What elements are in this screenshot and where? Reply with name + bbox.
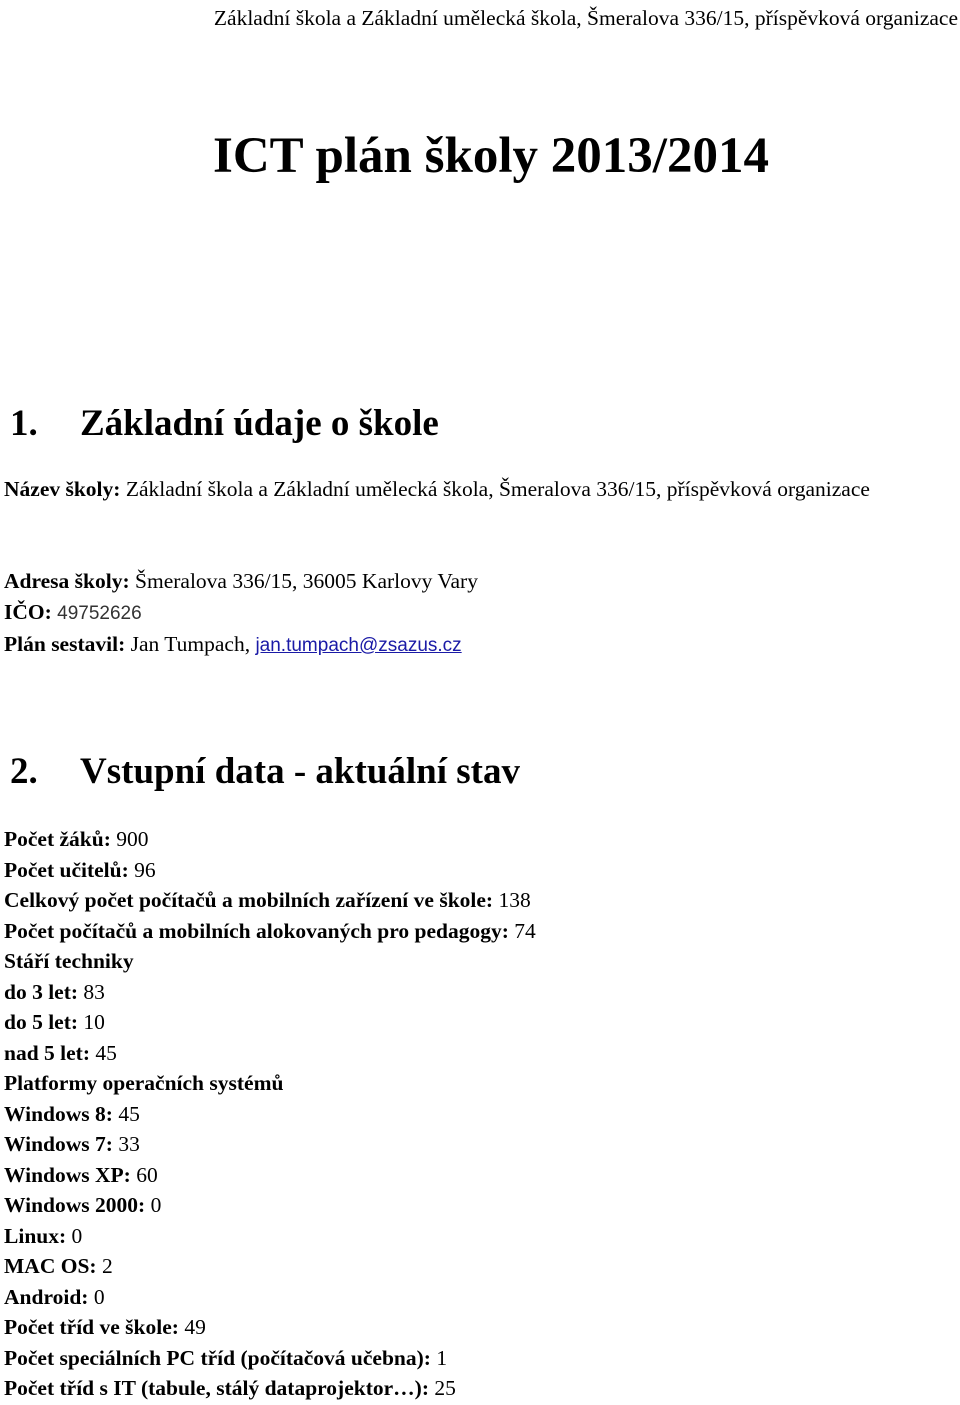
plan-author-row (4, 629, 956, 662)
stat-value: 49 (184, 1315, 206, 1339)
stat-label: Počet žáků: (4, 827, 111, 851)
stat-value: 0 (71, 1223, 83, 1248)
stat-value: 1 (436, 1345, 448, 1370)
stat-value: 83 (83, 979, 105, 1004)
plan-author-label: Plán sestavil: (4, 632, 126, 656)
stat-row (4, 1312, 956, 1343)
stat-label: MAC OS: (4, 1254, 97, 1278)
stat-label: Platformy operačních systémů (4, 1071, 284, 1095)
school-ico-label: IČO: (4, 599, 52, 624)
stat-row (4, 1099, 956, 1130)
stat-label: do 3 let: (4, 979, 79, 1004)
stat-row (4, 885, 956, 916)
header-organization: Základní škola a Základní umělecká škola, Šmeralova 336/15, příspěvková organizace (213, 6, 958, 30)
stat-row (4, 1007, 956, 1038)
school-address-label: Adresa školy: (4, 569, 130, 593)
stat-subheading (4, 1068, 956, 1099)
stat-label: Počet učitelů: (4, 857, 129, 882)
stat-row (4, 1221, 956, 1252)
stat-label: Stáří techniky (4, 949, 134, 973)
stat-value: 900 (116, 827, 149, 851)
plan-author-value: Jan Tumpach, (130, 632, 251, 656)
stat-row (4, 916, 956, 947)
stat-label: Počet speciálních PC tříd (počítačová učebna): (4, 1345, 431, 1370)
stat-value: 96 (134, 857, 156, 882)
stat-row (4, 1160, 956, 1191)
stat-value: 45 (95, 1040, 117, 1065)
school-ico-value: 49752626 (57, 602, 142, 624)
stat-label: Android: (4, 1284, 89, 1309)
section-2-number: 2. (10, 751, 38, 792)
stat-label: Windows 8: (4, 1101, 113, 1126)
stat-row (4, 1251, 956, 1282)
stat-value: 0 (93, 1284, 105, 1309)
school-address-row (4, 566, 956, 597)
stat-value: 45 (118, 1101, 140, 1126)
school-ico-row (4, 597, 956, 630)
stat-row (4, 855, 956, 886)
stat-value: 138 (498, 888, 531, 912)
stat-value: 60 (136, 1162, 158, 1187)
stat-label: nad 5 let: (4, 1040, 90, 1065)
stat-label: Windows 2000: (4, 1193, 146, 1217)
stat-row (4, 1343, 956, 1374)
section-2-title: Vstupní data - aktuální stav (80, 751, 521, 792)
school-name-value: Základní škola a Základní umělecká škola, Šmeralova 336/15, příspěvková organizace (125, 477, 870, 501)
stat-value: 10 (83, 1010, 105, 1034)
document-title: ICT plán školy 2013/2014 (213, 128, 769, 184)
stat-label: Počet tříd s IT (tabule, stálý dataprojektor…): (4, 1376, 429, 1400)
stat-row (4, 824, 956, 855)
school-name-label: Název školy: (4, 477, 121, 501)
stat-value: 2 (101, 1254, 113, 1278)
stat-row (4, 1282, 956, 1313)
school-info-block (4, 474, 956, 504)
section-1-title: Základní údaje o škole (80, 403, 439, 444)
school-address-value: Šmeralova 336/15, 36005 Karlovy Vary (135, 569, 478, 593)
stat-label: Linux: (4, 1223, 67, 1248)
stat-row (4, 1129, 956, 1160)
section-1-heading (10, 402, 439, 446)
stat-value: 33 (118, 1132, 140, 1156)
page-header (0, 4, 960, 32)
stat-row (4, 977, 956, 1008)
stat-label: Windows 7: (4, 1132, 113, 1156)
stat-subheading (4, 946, 956, 977)
stat-row (4, 1190, 956, 1221)
stat-label: Celkový počet počítačů a mobilních zařízení ve škole: (4, 888, 494, 912)
stat-value: 74 (514, 918, 536, 943)
stat-value: 0 (150, 1193, 162, 1217)
stat-row (4, 1038, 956, 1069)
stat-label: Windows XP: (4, 1162, 131, 1187)
current-state-list (4, 824, 956, 1404)
school-name-row (4, 474, 944, 504)
plan-author-email-link[interactable]: jan.tumpach@zsazus.cz (255, 635, 462, 656)
section-2-heading (10, 750, 520, 794)
stat-value: 25 (434, 1376, 456, 1400)
stat-row (4, 1373, 956, 1404)
school-contact-block (4, 566, 956, 662)
stat-label: Počet počítačů a mobilních alokovaných pro pedagogy: (4, 918, 509, 943)
stat-label: Počet tříd ve škole: (4, 1315, 179, 1339)
stat-label: do 5 let: (4, 1010, 79, 1034)
section-1-number: 1. (10, 403, 38, 444)
